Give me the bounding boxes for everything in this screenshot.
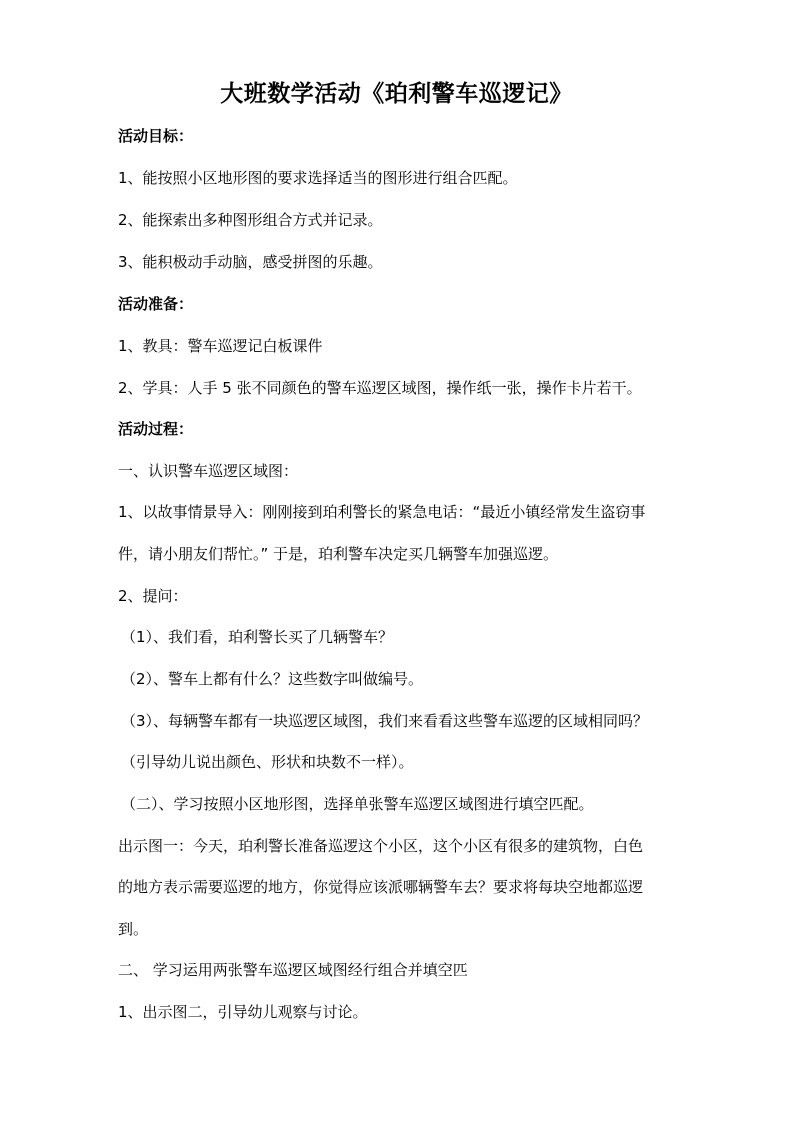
process-line-6: （2）、警车上都有什么？这些数字叫做编号。: [121, 670, 424, 688]
process-line-3: 件，请小朋友们帮忙。” 于是，珀利警车决定买几辆警车加强巡逻。: [118, 545, 559, 563]
prep-item-2: 2、学具：人手 5 张不同颜色的警车巡逻区域图，操作纸一张，操作卡片若干。: [118, 379, 642, 397]
process-line-10: 出示图一：今天，珀利警长准备巡逻这个小区，这个小区有很多的建筑物，白色: [118, 837, 644, 855]
process-line-11: 的地方表示需要巡逻的地方，你觉得应该派哪辆警车去？要求将每块空地都巡逻: [118, 878, 644, 896]
process-line-2: 1、以故事情景导入：刚刚接到珀利警长的紧急电话：“最近小镇经常发生盗窃事: [118, 503, 646, 521]
page-title: 大班数学活动《珀利警车巡逻记》: [220, 80, 573, 107]
process-line-5: （1）、我们看，珀利警长买了几辆警车？: [121, 628, 394, 646]
goal-item-2: 2、能探索出多种图形组合方式并记录。: [118, 211, 383, 229]
process-line-7: （3）、每辆警车都有一块巡逻区域图，我们来看看这些警车巡逻的区域相同吗？: [121, 712, 649, 730]
process-heading: 活动过程：: [118, 420, 194, 438]
prep-item-1: 1、教具：警车巡逻记白板课件: [118, 337, 323, 355]
process-line-12: 到。: [118, 920, 149, 938]
process-line-8: （引导幼儿说出颜色、形状和块数不一样）。: [121, 753, 414, 771]
goal-item-1: 1、能按照小区地形图的要求选择适当的图形进行组合匹配。: [118, 169, 518, 187]
goal-item-3: 3、能积极动手动脑，感受拼图的乐趣。: [118, 253, 383, 271]
process-line-9: （二）、学习按照小区地形图，选择单张警车巡逻区域图进行填空匹配。: [121, 795, 594, 813]
goals-heading: 活动目标：: [118, 127, 194, 145]
process-line-4: 2、提问：: [118, 587, 188, 605]
process-line-1: 一、认识警车巡逻区域图：: [118, 462, 299, 480]
prep-heading: 活动准备：: [118, 295, 194, 313]
process-line-13: 二、 学习运用两张警车巡逻区域图经行组合并填空匹: [118, 961, 468, 979]
process-line-14: 1、出示图二，引导幼儿观察与讨论。: [118, 1003, 368, 1021]
